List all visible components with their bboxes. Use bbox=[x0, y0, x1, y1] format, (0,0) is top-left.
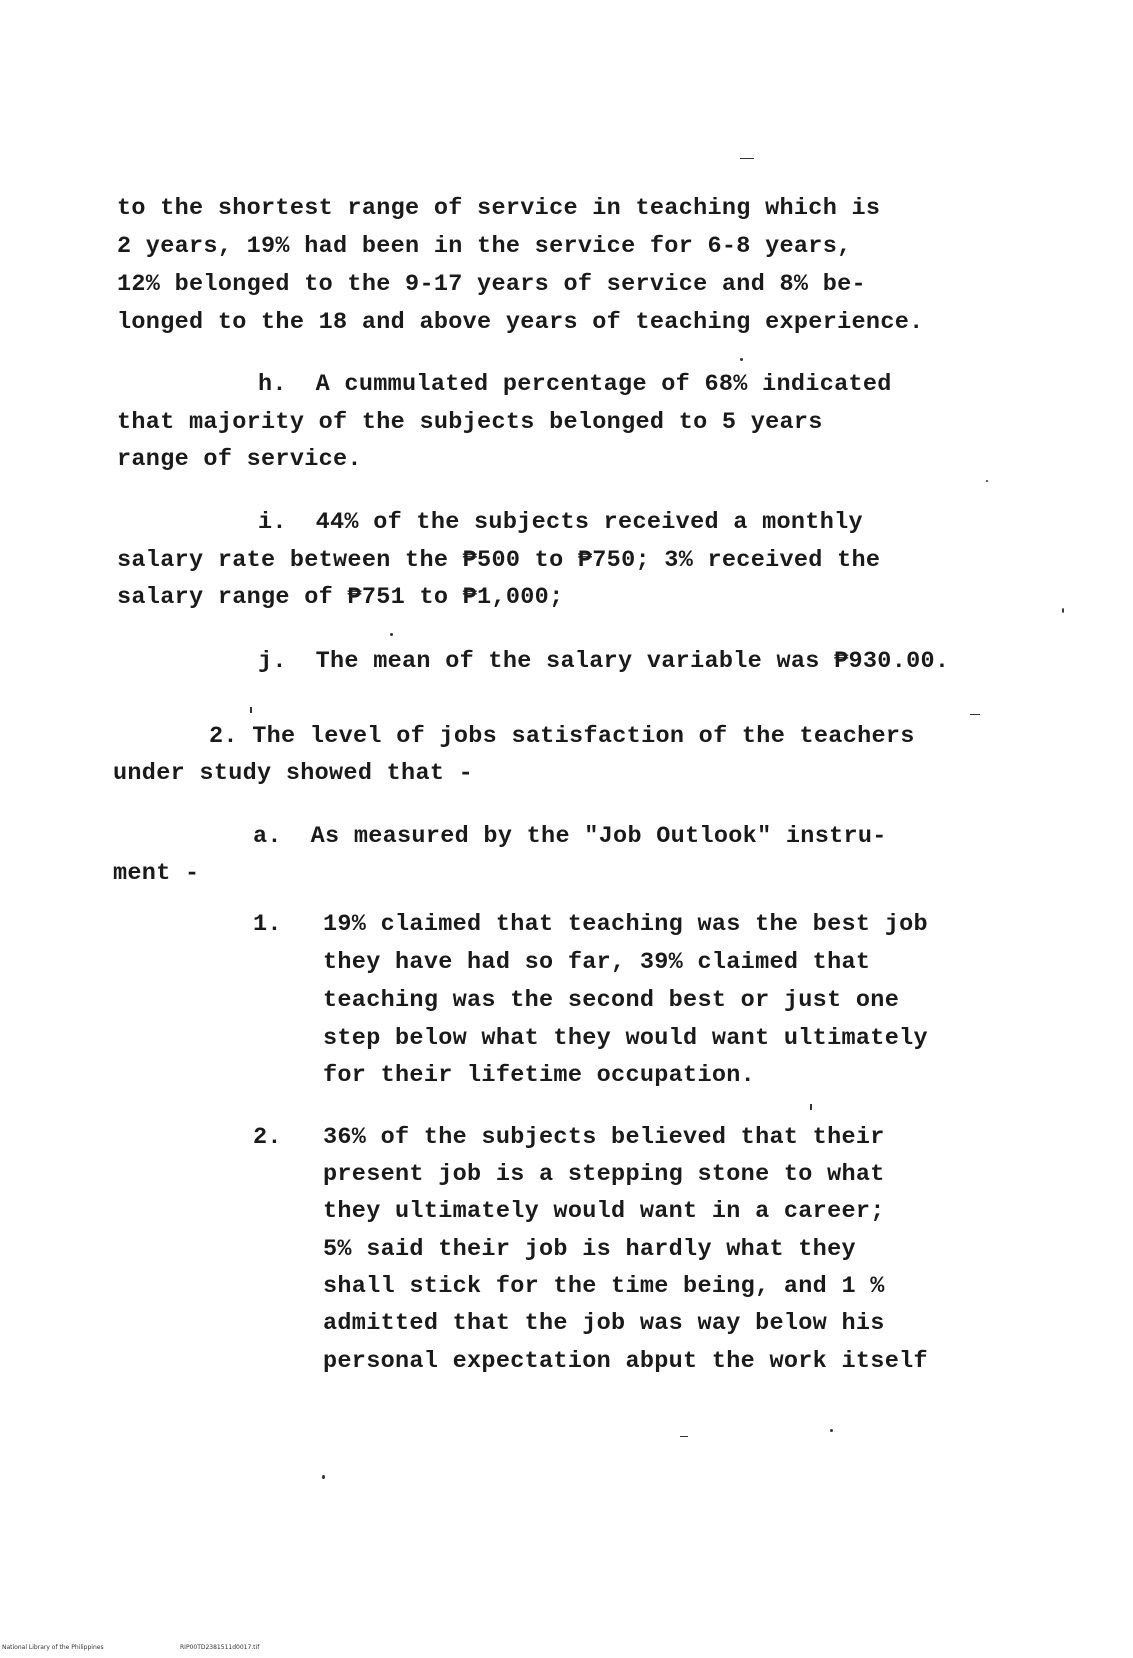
scan-speck bbox=[970, 714, 980, 715]
item-2-line: 2. The level of jobs satisfaction of the teachers bbox=[209, 723, 915, 750]
text-line: 12% belonged to the 9-17 years of service and 8% be- bbox=[117, 271, 866, 298]
sub-item-1-line: step below what they would want ultimately bbox=[323, 1025, 928, 1052]
item-i-line: salary range of ₱751 to ₱1,000; bbox=[117, 584, 564, 611]
scan-speck bbox=[390, 633, 393, 636]
sub-item-2-line: shall stick for the time being, and 1 % bbox=[323, 1273, 885, 1300]
sub-item-2-line: personal expectation abput the work itself bbox=[323, 1348, 928, 1375]
scan-speck bbox=[740, 158, 754, 159]
item-i-line: i. 44% of the subjects received a monthly bbox=[258, 509, 863, 536]
scan-speck bbox=[830, 1429, 833, 1432]
scan-speck bbox=[322, 1475, 325, 1479]
sub-item-1-line: they have had so far, 39% claimed that bbox=[323, 949, 871, 976]
item-2-line: under study showed that - bbox=[113, 760, 474, 787]
scan-speck bbox=[1062, 608, 1064, 613]
item-h-line: h. A cummulated percentage of 68% indicated bbox=[258, 371, 892, 398]
item-j-line: j. The mean of the salary variable was ₱930.00. bbox=[258, 648, 950, 675]
footer-library-label: National Library of the Philippines bbox=[2, 1644, 104, 1651]
sub-item-1-line: 19% claimed that teaching was the best job bbox=[323, 911, 928, 938]
scan-speck bbox=[810, 1104, 812, 1110]
sub-item-2-line: they ultimately would want in a career; bbox=[323, 1198, 885, 1225]
text-line: to the shortest range of service in teaching which is bbox=[117, 195, 881, 222]
footer-file-id: RIP00TD2381511d0017.tif bbox=[180, 1644, 260, 1651]
scan-speck bbox=[250, 707, 252, 713]
item-a-line: a. As measured by the "Job Outlook" instru- bbox=[253, 823, 887, 850]
text-line: longed to the 18 and above years of teaching experience. bbox=[117, 309, 924, 336]
sub-item-1-line: teaching was the second best or just one bbox=[323, 987, 900, 1014]
sub-item-2-number: 2. bbox=[253, 1124, 282, 1151]
sub-item-2-line: admitted that the job was way below his bbox=[323, 1310, 885, 1337]
item-a-line: ment - bbox=[113, 860, 200, 887]
scan-speck bbox=[680, 1436, 688, 1437]
item-h-line: that majority of the subjects belonged to 5 years bbox=[117, 409, 823, 436]
text-line: 2 years, 19% had been in the service for 6-8 years, bbox=[117, 233, 852, 260]
item-i-line: salary rate between the ₱500 to ₱750; 3% received the bbox=[117, 547, 881, 574]
sub-item-2-line: 36% of the subjects believed that their bbox=[323, 1124, 885, 1151]
scan-speck bbox=[740, 358, 743, 361]
sub-item-2-line: present job is a stepping stone to what bbox=[323, 1161, 885, 1188]
sub-item-2-line: 5% said their job is hardly what they bbox=[323, 1236, 856, 1263]
item-h-line: range of service. bbox=[117, 446, 362, 473]
scan-speck bbox=[986, 480, 988, 482]
sub-item-1-line: for their lifetime occupation. bbox=[323, 1062, 756, 1089]
sub-item-1-number: 1. bbox=[253, 911, 282, 938]
